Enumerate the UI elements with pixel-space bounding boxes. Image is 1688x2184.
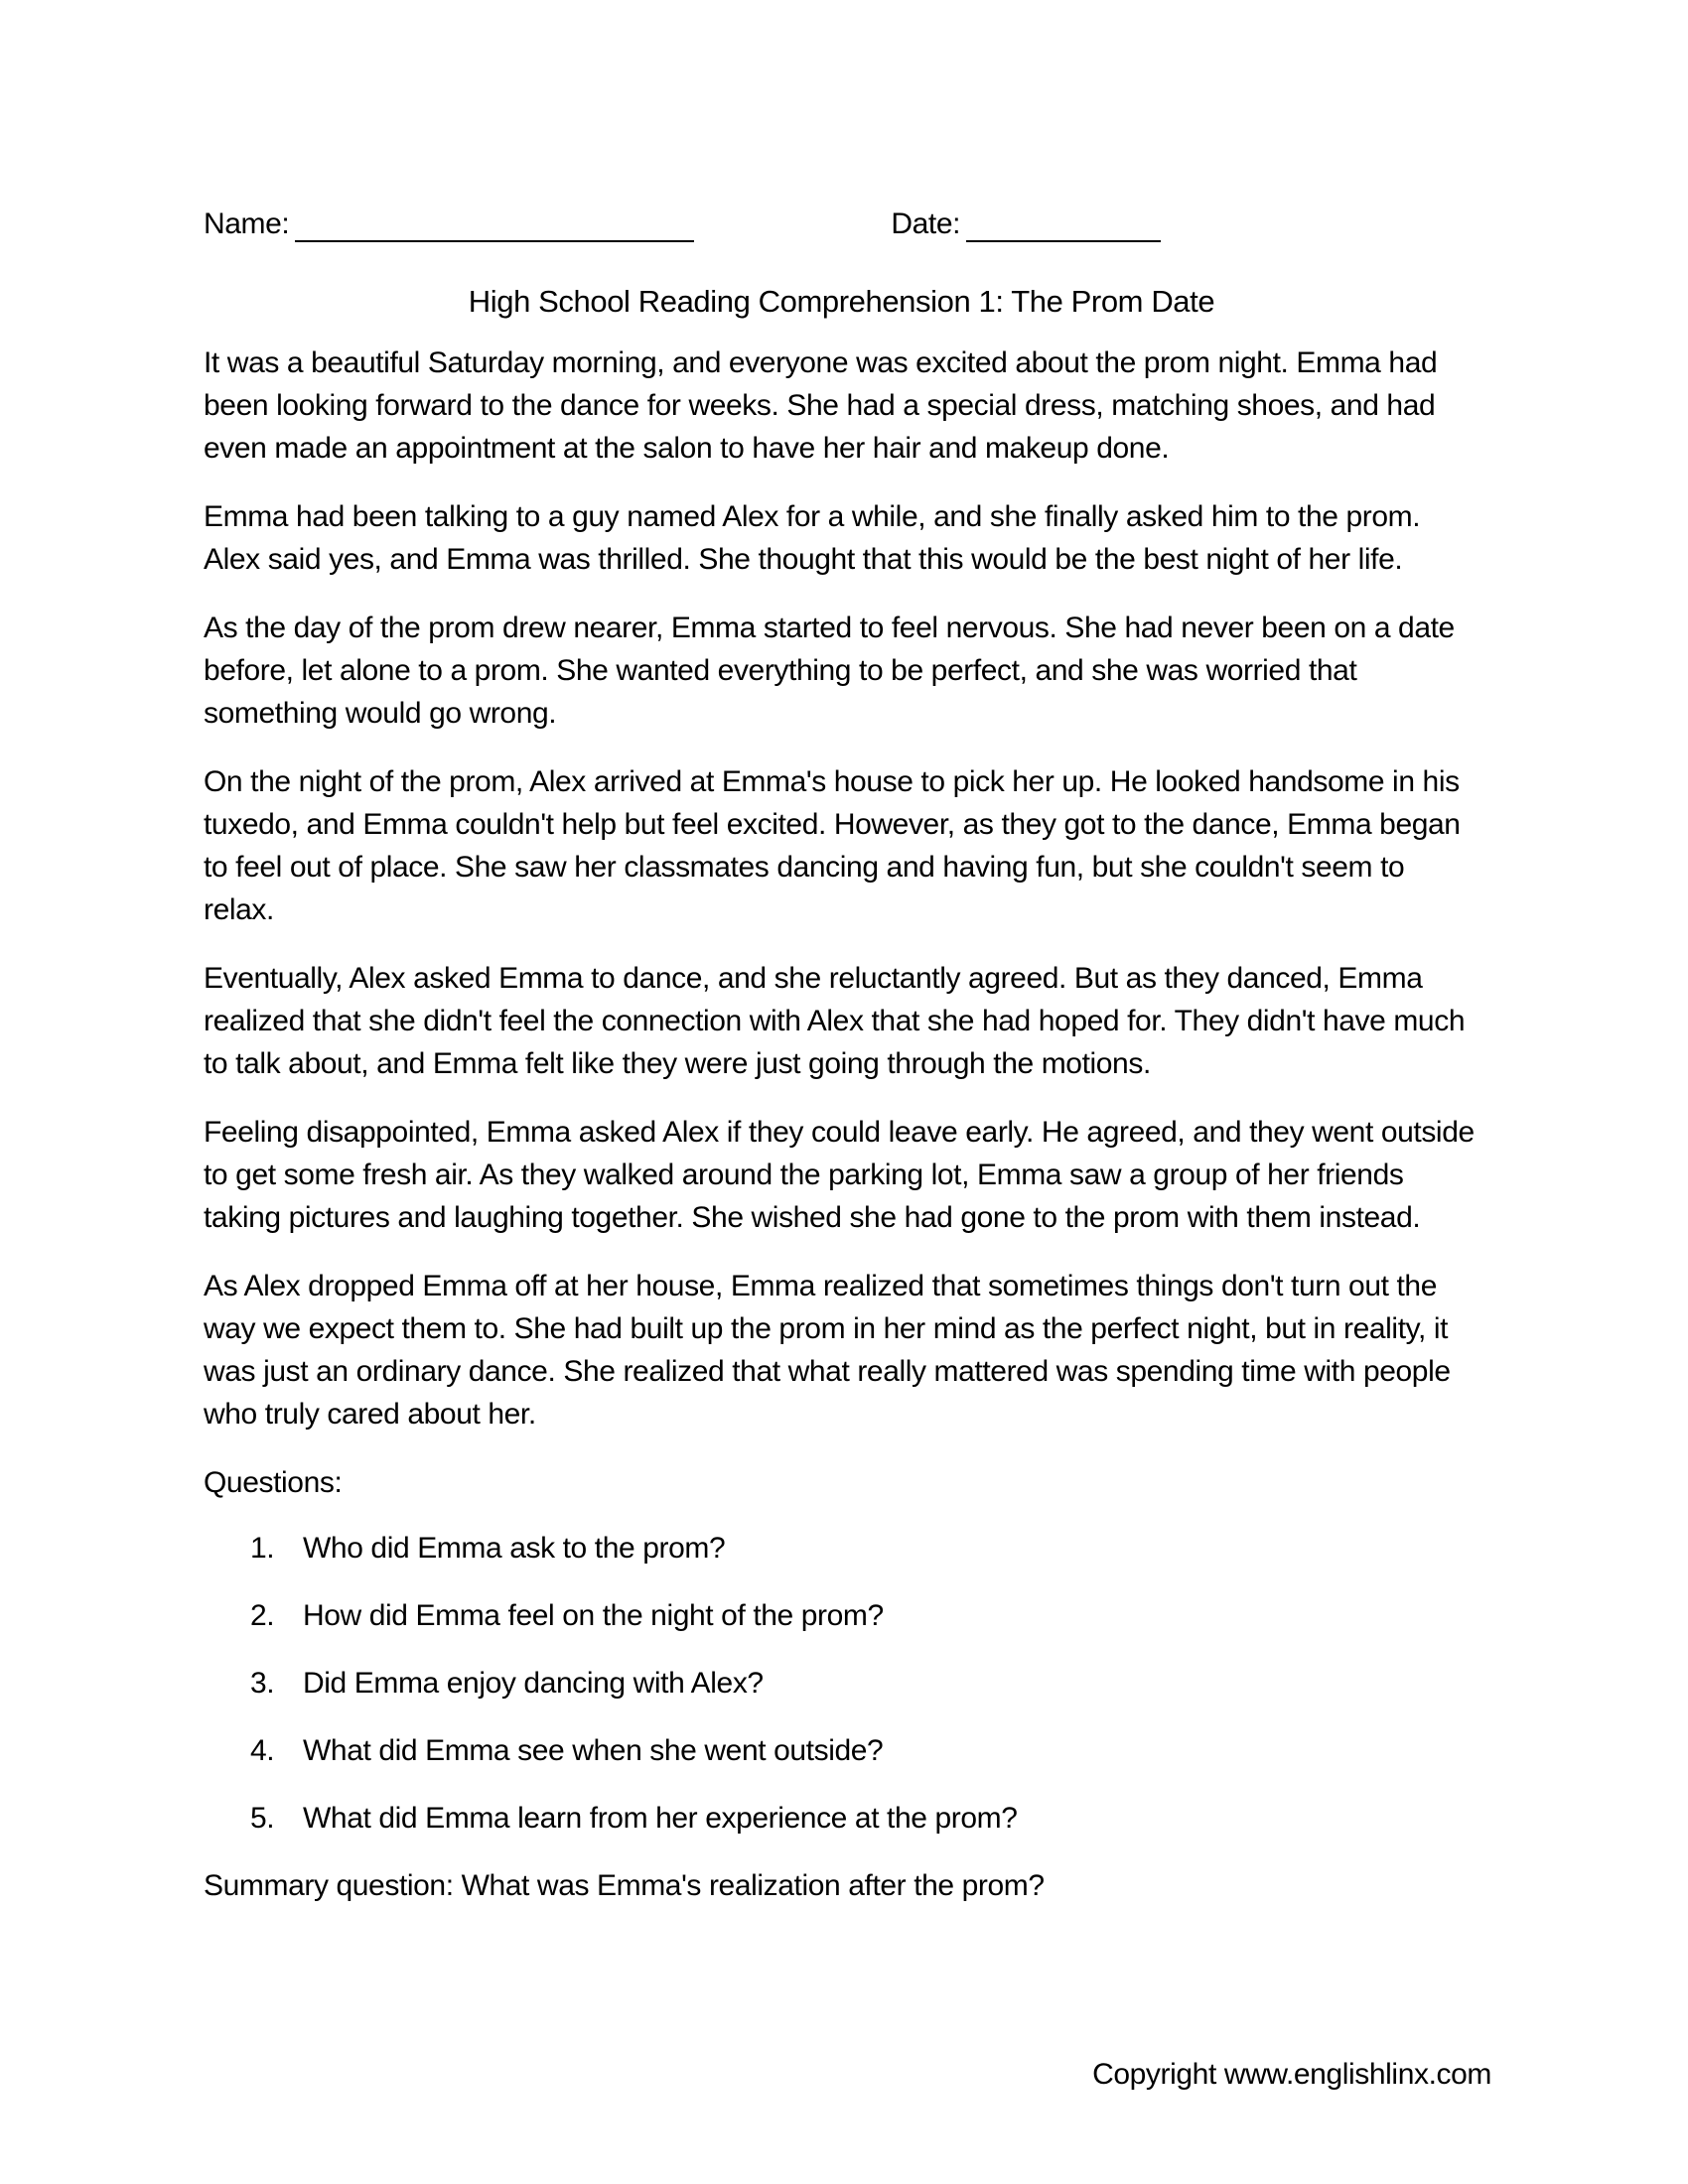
question-text: How did Emma feel on the night of the prom? [303,1599,884,1632]
story-paragraph: Eventually, Alex asked Emma to dance, and she reluctantly agreed. But as they danced, Emma realized that she didn't feel the connection with Alex that she had hoped for. They didn't have much to talk about, and Emma felt like they were just going through the motions. [204,962,1466,1080]
worksheet-title: High School Reading Comprehension 1: The Prom Date [468,284,1215,319]
story-paragraph: Feeling disappointed, Emma asked Alex if they could leave early. He agreed, and they went outside to get some fresh air. As they walked around the parking lot, Emma saw a group of her friends taking pictures and laughing together. She wished she had gone to the prom with them instead. [204,1116,1475,1234]
question-item [204,1729,1479,1772]
question-number: 2. [250,1599,275,1632]
question-item [204,1662,1479,1705]
story-paragraph: As the day of the prom drew nearer, Emma started to feel nervous. She had never been on a date before, let alone to a prom. She wanted everything to be perfect, and she was worried that something would go wrong. [204,612,1455,730]
question-number: 4. [250,1734,275,1767]
story-passage [204,341,1479,1435]
questions-list [204,1527,1479,1840]
question-number: 5. [250,1802,275,1835]
question-text: Did Emma enjoy dancing with Alex? [303,1667,764,1700]
header-row [204,206,1479,242]
story-paragraph: As Alex dropped Emma off at her house, Emma realized that sometimes things don't turn out the way we expect them to. She had built up the prom in her mind as the perfect night, but in reality, it was just an ordinary dance. She realized that what really mattered was spending time with people who truly cared about her. [204,1270,1451,1431]
question-text: What did Emma learn from her experience at the prom? [303,1802,1018,1835]
story-paragraph: On the night of the prom, Alex arrived at Emma's house to pick her up. He looked handsome in his tuxedo, and Emma couldn't help but feel excited. However, as they got to the dance, Emma began to feel out of place. She saw her classmates dancing and having fun, but she couldn't seem to relax. [204,765,1461,926]
name-label: Name: [204,207,290,240]
story-paragraph: It was a beautiful Saturday morning, and everyone was excited about the prom night. Emma had been looking forward to the dance for weeks. She had a special dress, matching shoes, and had even made an appointment at the salon to have her hair and makeup done. [204,346,1438,465]
question-item [204,1594,1479,1637]
question-item [204,1527,1479,1570]
question-text: What did Emma see when she went outside? [303,1734,884,1767]
copyright-notice: Copyright www.englishlinx.com [1092,2058,1491,2091]
date-blank-line [966,212,1161,242]
date-field [891,206,1161,242]
story-paragraph: Emma had been talking to a guy named Alex for a while, and she finally asked him to the prom. Alex said yes, and Emma was thrilled. She thought that this would be the best night of her life. [204,500,1421,576]
question-number: 3. [250,1667,275,1700]
questions-heading: Questions: [204,1466,343,1499]
name-field [204,206,694,242]
question-item [204,1797,1479,1840]
date-label: Date: [891,207,961,240]
question-text: Who did Emma ask to the prom? [303,1532,726,1565]
summary-question: Summary question: What was Emma's realization after the prom? [204,1869,1045,1902]
name-blank-line [295,212,694,242]
question-number: 1. [250,1532,275,1565]
